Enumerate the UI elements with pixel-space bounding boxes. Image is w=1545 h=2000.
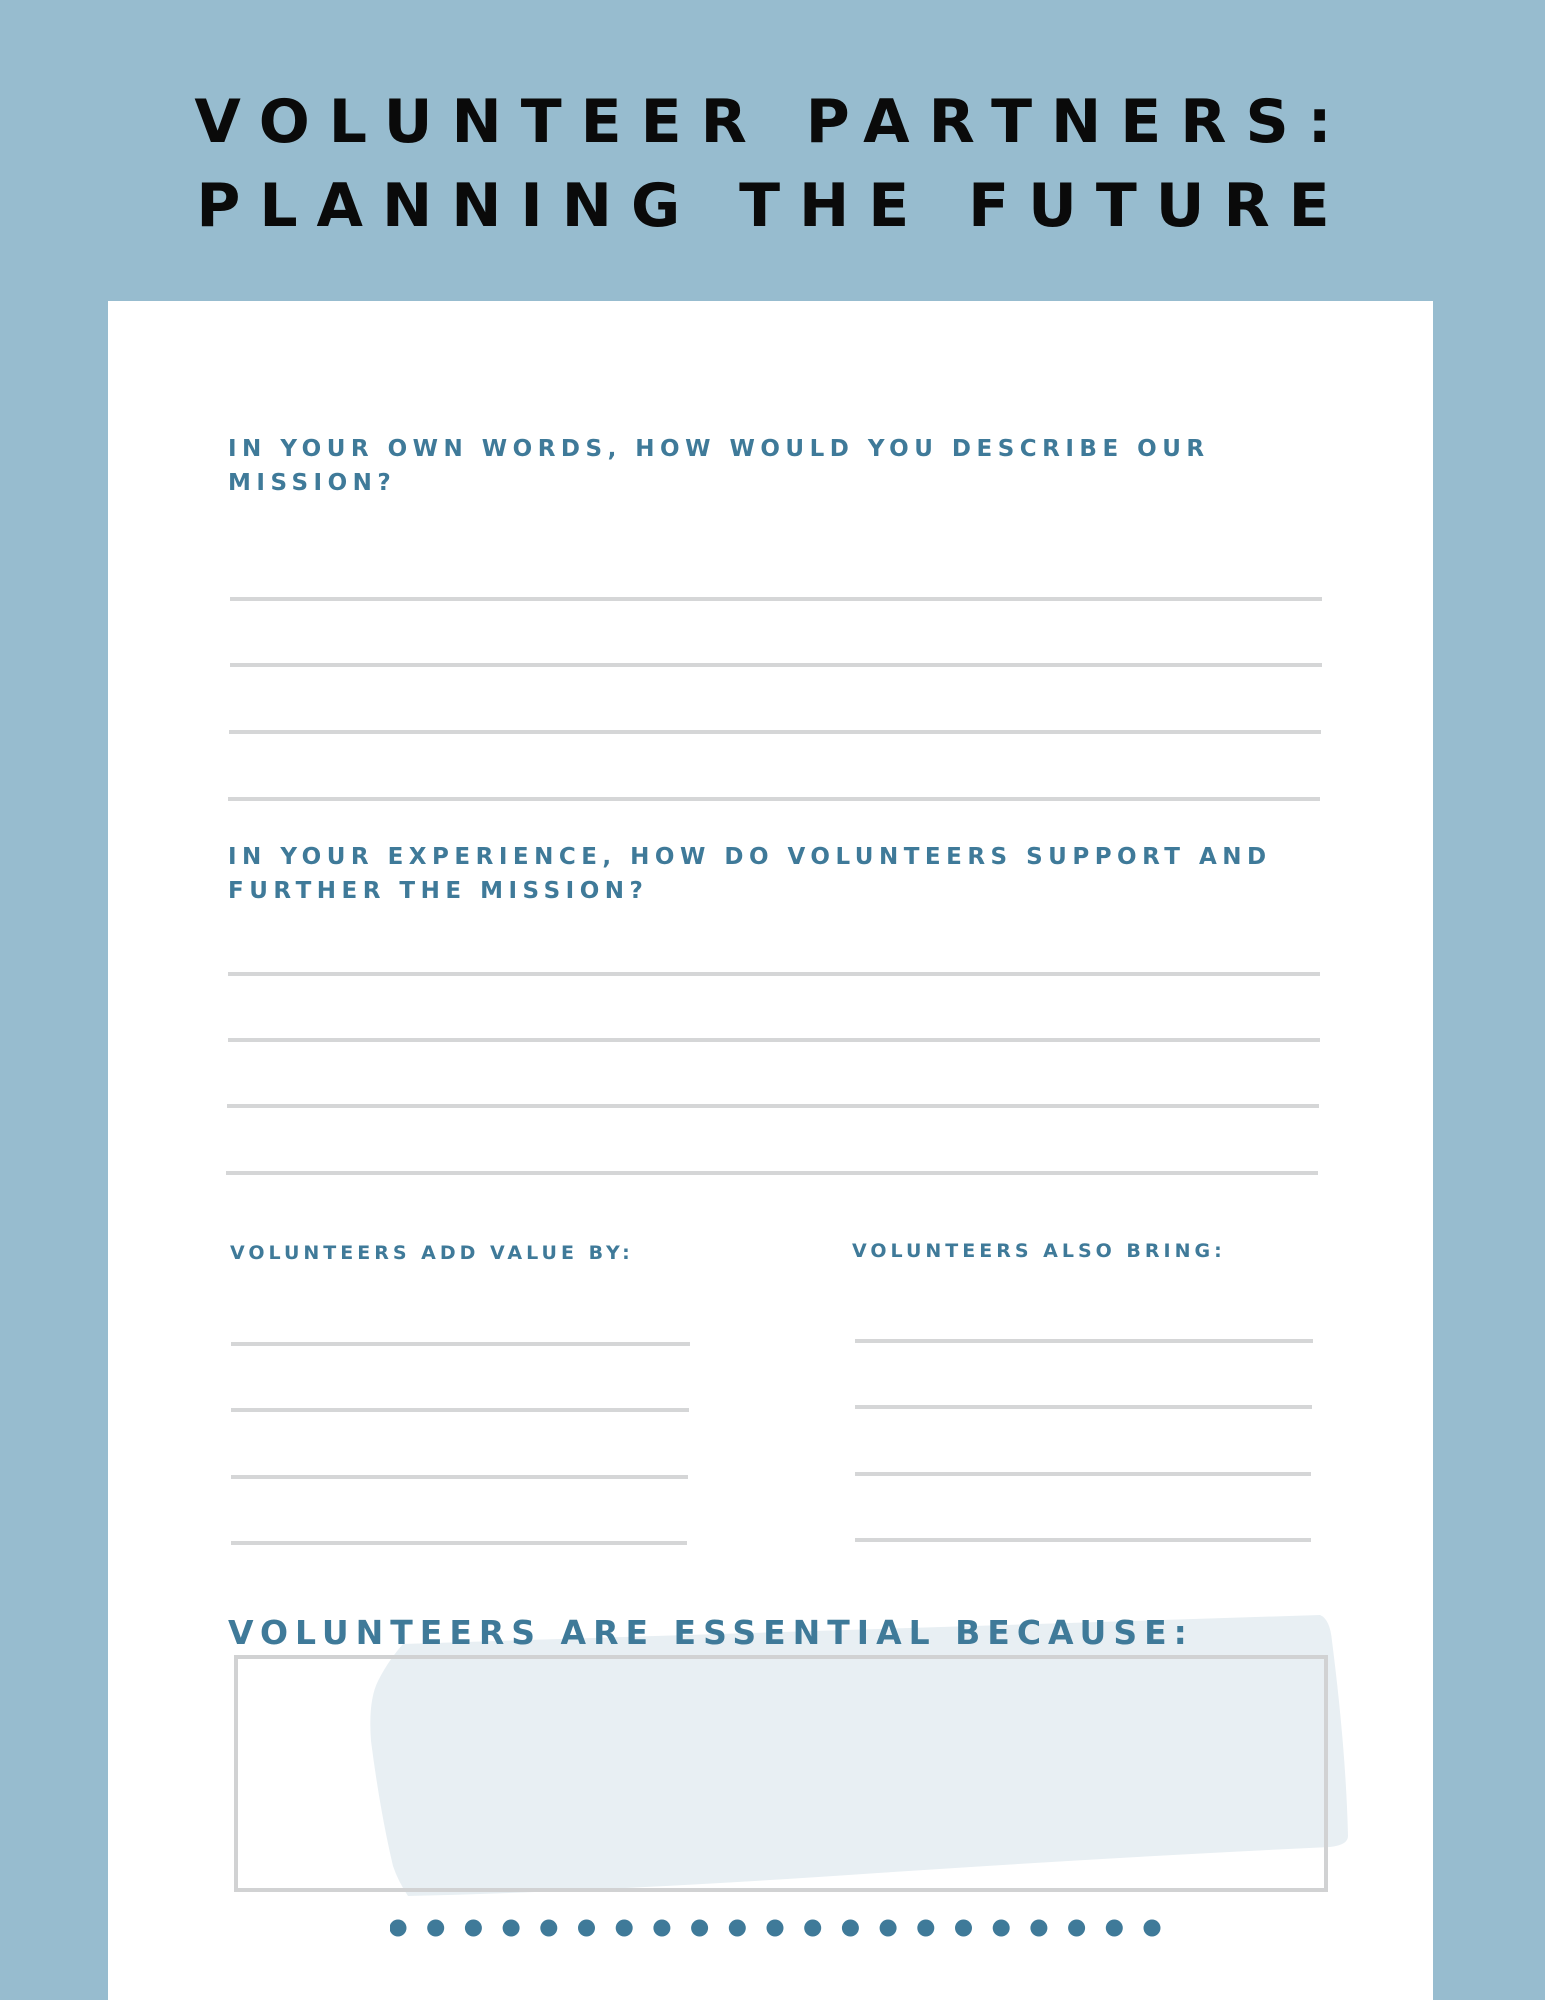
answer-line[interactable] — [855, 1538, 1311, 1542]
answer-line[interactable] — [855, 1405, 1312, 1409]
label-essential: VOLUNTEERS ARE ESSENTIAL BECAUSE: — [228, 1613, 1194, 1652]
page-title — [0, 80, 1545, 248]
title-line-1: VOLUNTEER PARTNERS: — [194, 87, 1351, 157]
question-support: IN YOUR EXPERIENCE, HOW DO VOLUNTEERS SUPPORT AND FURTHER THE MISSION? — [228, 844, 1272, 904]
label-also-bring: VOLUNTEERS ALSO BRING: — [852, 1240, 1226, 1262]
answer-line[interactable] — [855, 1339, 1313, 1343]
answer-line[interactable] — [228, 972, 1320, 976]
answer-line[interactable] — [226, 1171, 1318, 1175]
title-line-2: PLANNING THE FUTURE — [196, 171, 1349, 241]
answer-line[interactable] — [231, 1541, 687, 1545]
answer-line[interactable] — [231, 1342, 690, 1346]
dot-divider — [390, 1918, 1170, 1938]
answer-line[interactable] — [855, 1472, 1311, 1476]
worksheet-card — [108, 301, 1433, 2000]
answer-line[interactable] — [231, 1408, 689, 1412]
answer-line[interactable] — [231, 1475, 688, 1479]
essential-answer-box[interactable] — [234, 1655, 1328, 1892]
answer-line[interactable] — [228, 797, 1320, 801]
question-mission: IN YOUR OWN WORDS, HOW WOULD YOU DESCRIBE OUR MISSION? — [228, 436, 1210, 496]
answer-line[interactable] — [230, 597, 1322, 601]
label-add-value: VOLUNTEERS ADD VALUE BY: — [230, 1242, 634, 1264]
answer-line[interactable] — [230, 663, 1322, 667]
answer-line[interactable] — [229, 730, 1321, 734]
answer-line[interactable] — [227, 1104, 1319, 1108]
answer-line[interactable] — [228, 1038, 1320, 1042]
